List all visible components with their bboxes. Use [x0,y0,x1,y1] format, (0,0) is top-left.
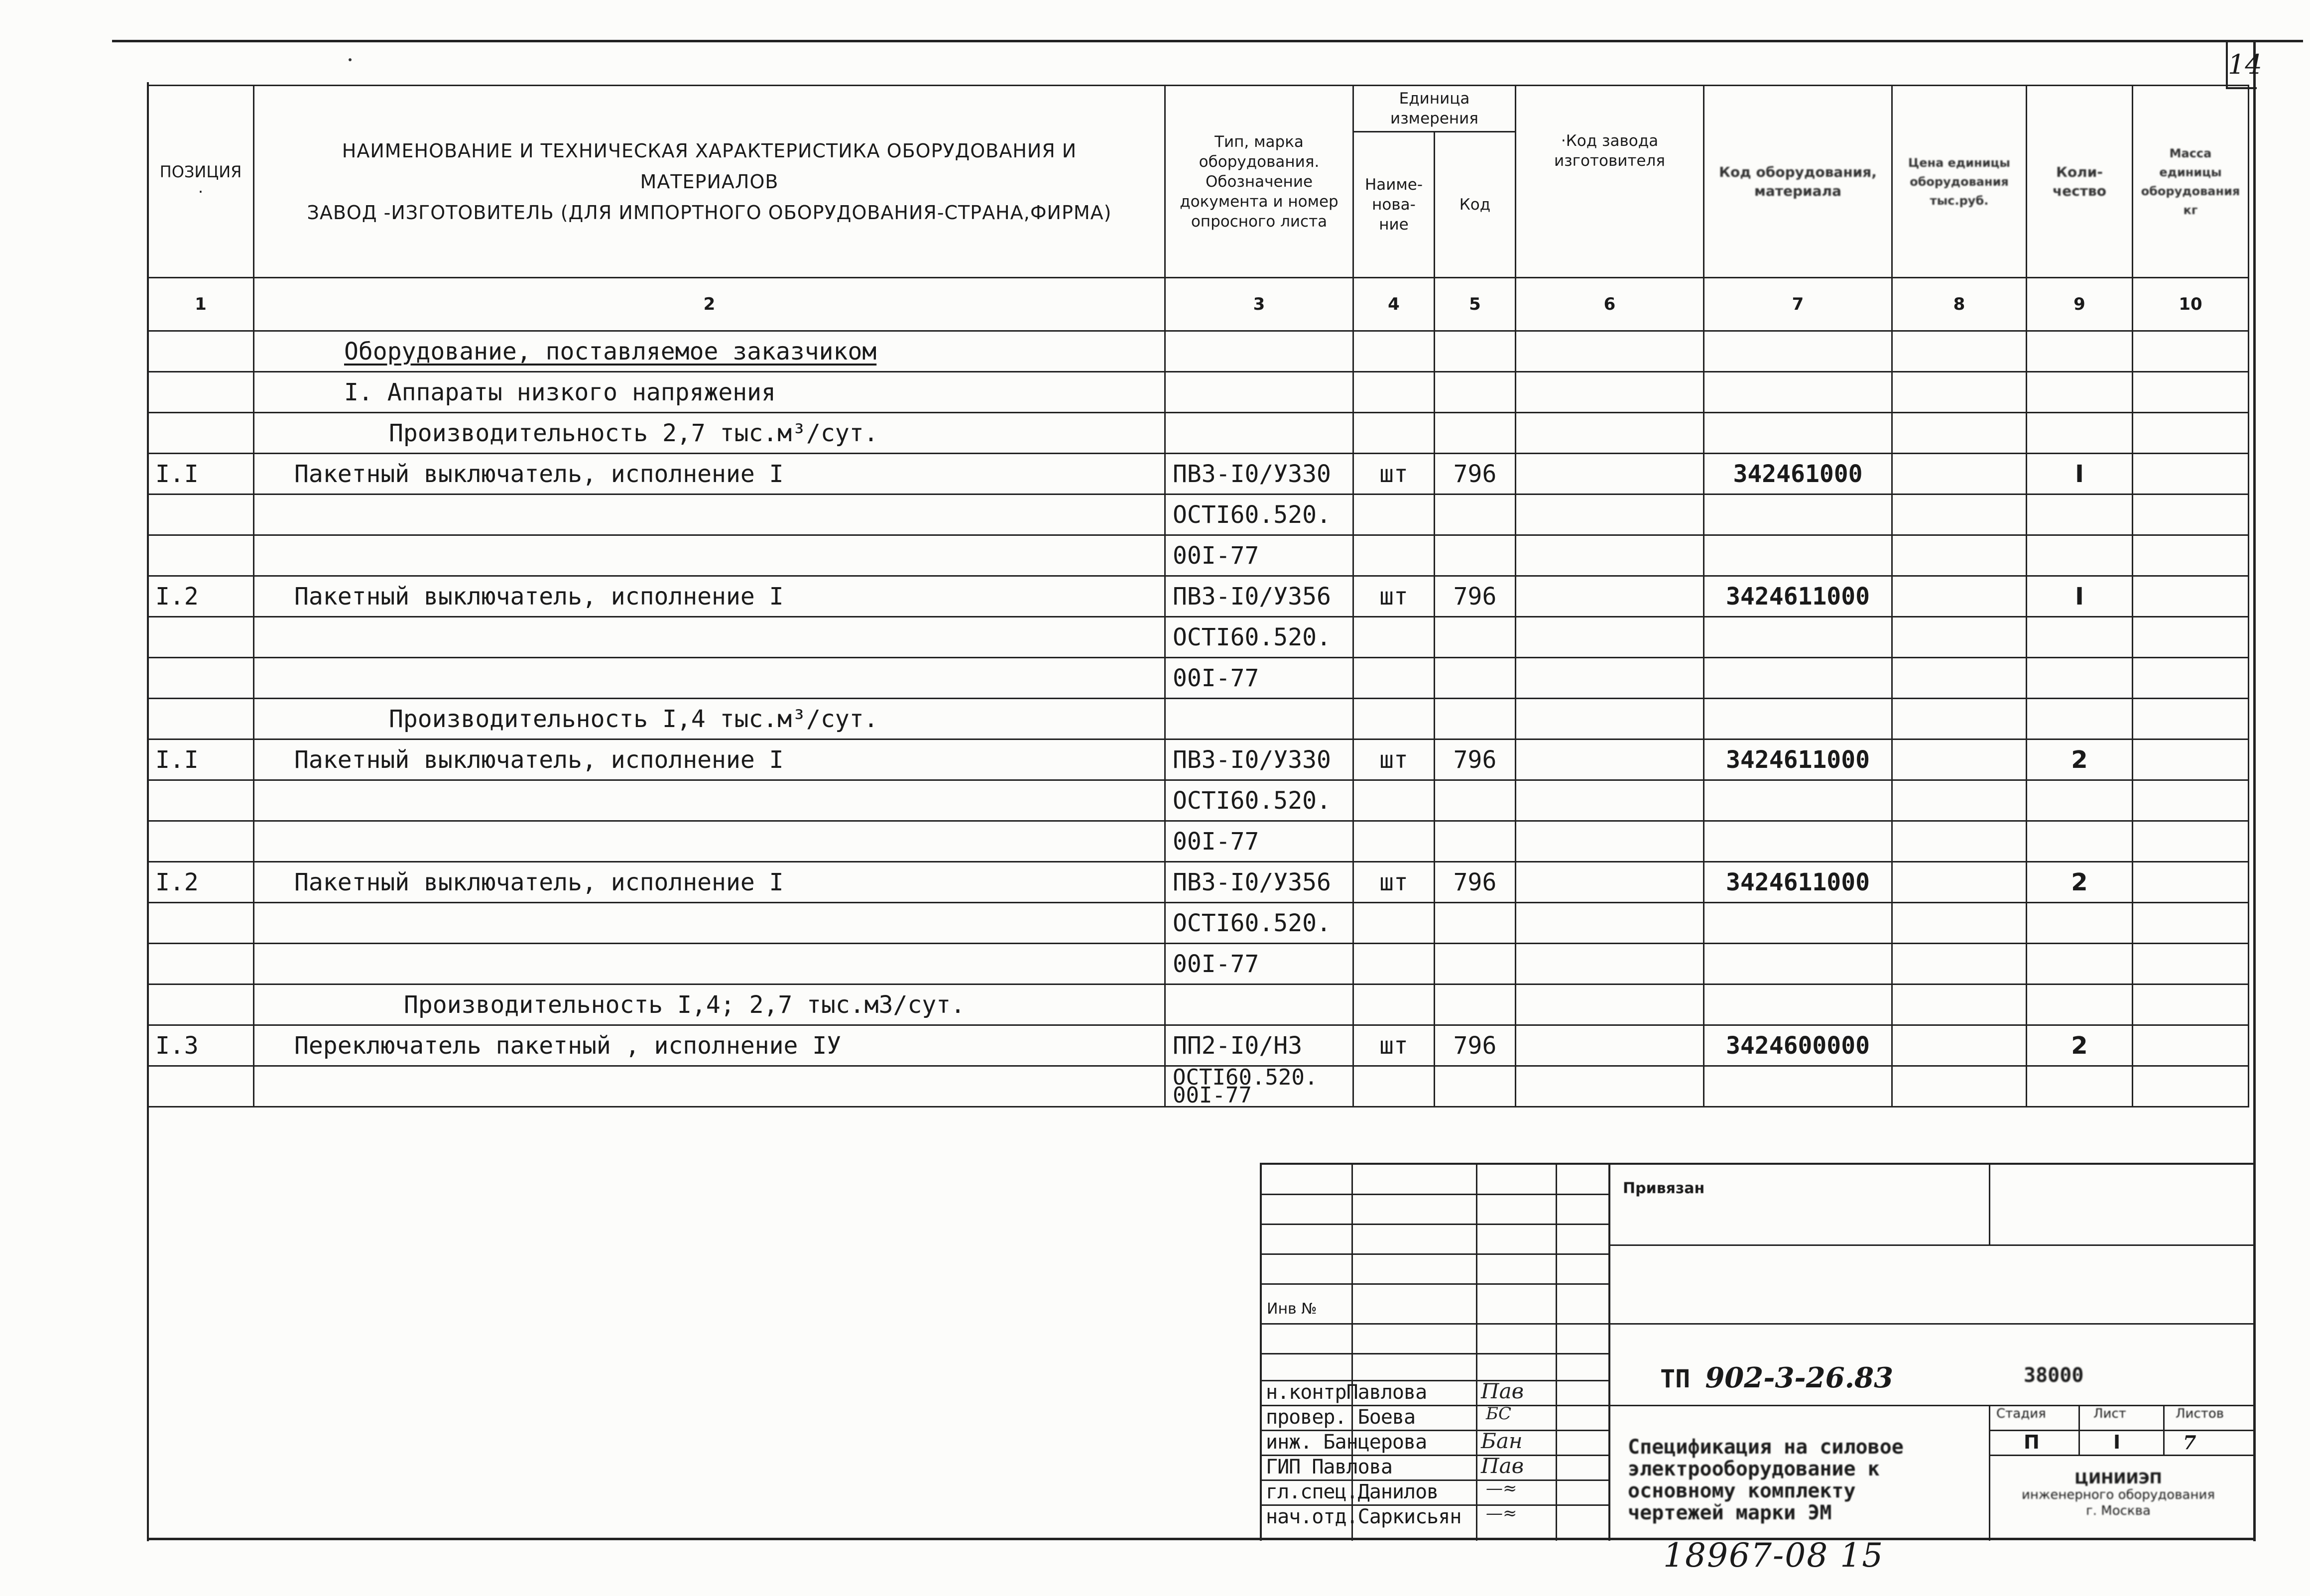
price-cell [1892,780,2027,821]
name-cell: Пакетный выключатель, исполнение I [254,576,1165,617]
document-description: Спецификация на силовое электрооборудование к основному комплекту чертежей марки ЭМ [1628,1436,1904,1524]
unit-code-cell: 796 [1435,454,1516,494]
unit-cell: шт [1353,739,1435,780]
equipment-code-cell [1704,1066,1892,1107]
stamp-code: 38000 [2024,1364,2084,1387]
price-cell [1892,617,2027,658]
unit-cell [1353,821,1435,862]
position-cell [148,984,254,1025]
quantity-cell [2027,413,2133,454]
col-number: 6 [1516,278,1704,331]
position-cell [148,617,254,658]
position-cell [148,535,254,576]
unit-code-cell [1435,494,1516,535]
header-name-line2: МАТЕРИАЛОВ [640,170,779,193]
col-number: 10 [2133,278,2249,331]
name-cell: Пакетный выключатель, исполнение I [254,739,1165,780]
price-cell [1892,576,2027,617]
equipment-code-cell [1704,984,1892,1025]
handwritten-signature: Бан [1481,1429,1523,1453]
unit-code-cell [1435,331,1516,372]
header-unit-price: Цена единицы оборудования тыс.руб. [1892,86,2027,278]
position-cell: I.2 [148,576,254,617]
quantity-cell [2027,821,2133,862]
unit-code-cell: 796 [1435,1025,1516,1066]
unit-code-cell [1435,903,1516,944]
price-cell [1892,739,2027,780]
equipment-code-cell: 3424611000 [1704,576,1892,617]
price-cell [1892,821,2027,862]
position-cell: I.2 [148,862,254,903]
position-cell [148,699,254,739]
mass-cell [2133,372,2249,413]
price-cell [1892,944,2027,984]
type-cell: ПВЗ-I0/У330 [1165,454,1353,494]
handwritten-signature: БС [1486,1404,1511,1424]
position-cell [148,903,254,944]
name-cell: Пакетный выключатель, исполнение I [254,454,1165,494]
unit-code-cell: 796 [1435,862,1516,903]
mass-cell [2133,658,2249,699]
unit-cell [1353,658,1435,699]
header-type: Тип, марка оборудования. Обозначение документа и номер опросного листа [1165,86,1353,278]
unit-code-cell [1435,372,1516,413]
equipment-code-cell [1704,535,1892,576]
equipment-code-cell [1704,617,1892,658]
type-cell [1165,984,1353,1025]
name-cell: Производительность I,4; 2,7 тыс.м3/сут. [254,984,1165,1025]
header-row [148,86,2249,132]
unit-cell: шт [1353,576,1435,617]
position-cell: I.3 [148,1025,254,1066]
factory-code-cell [1516,903,1704,944]
sheets-value: 7 [2183,1431,2196,1454]
mass-cell [2133,780,2249,821]
archive-number: 18967-08 15 [1663,1536,1884,1575]
position-cell [148,372,254,413]
factory-code-cell [1516,372,1704,413]
price-cell [1892,413,2027,454]
header-equipment-code: Код оборудования, материала [1704,86,1892,278]
mass-cell [2133,903,2249,944]
handwritten-signature: Пав [1481,1379,1524,1403]
factory-code-cell [1516,780,1704,821]
unit-cell: шт [1353,454,1435,494]
equipment-code-cell [1704,780,1892,821]
type-cell [1165,699,1353,739]
quantity-cell: 2 [2027,1025,2133,1066]
price-cell [1892,331,2027,372]
equipment-code-cell [1704,944,1892,984]
signature-grid [1260,1163,1610,1541]
position-cell [148,780,254,821]
unit-cell [1353,372,1435,413]
quantity-cell [2027,535,2133,576]
signature-row: н.контрПавлова [1266,1381,1427,1404]
inventory-label: Инв № [1267,1300,1317,1318]
stage-label: Стадия [1996,1406,2046,1421]
header-name-line1: НАИМЕНОВАНИЕ И ТЕХНИЧЕСКАЯ ХАРАКТЕРИСТИКА ОБОРУДОВАНИЯ И [342,139,1077,162]
equipment-code-cell [1704,331,1892,372]
quantity-cell: 2 [2027,739,2133,780]
type-cell: ОСТI60.520. [1165,617,1353,658]
col-number: 3 [1165,278,1353,331]
unit-cell: шт [1353,862,1435,903]
price-cell [1892,1066,2027,1107]
equipment-code-cell: 3424600000 [1704,1025,1892,1066]
factory-code-cell [1516,658,1704,699]
unit-cell [1353,535,1435,576]
quantity-cell [2027,331,2133,372]
title-block [1260,1163,2253,1539]
table-row [148,658,2249,699]
position-cell [148,1066,254,1107]
type-cell: ОСТI60.520. [1165,903,1353,944]
mass-cell [2133,739,2249,780]
equipment-code-cell: 3424611000 [1704,739,1892,780]
specification-body [148,331,2249,1107]
mass-cell [2133,862,2249,903]
signature-row: провер. Боева [1266,1406,1416,1429]
price-cell [1892,658,2027,699]
name-cell: Переключатель пакетный , исполнение IУ [254,1025,1165,1066]
col-number: 1 [148,278,254,331]
equipment-code-cell [1704,699,1892,739]
unit-code-cell [1435,821,1516,862]
quantity-cell: 2 [2027,862,2133,903]
signature-row: ГИП Павлова [1266,1456,1392,1478]
factory-code-cell [1516,576,1704,617]
table-row [148,821,2249,862]
name-cell: Оборудование, поставляемое заказчиком [254,331,1165,372]
sheet-label: Лист [2093,1406,2126,1421]
equipment-code-cell [1704,903,1892,944]
table-row [148,862,2249,903]
header-factory-code: ·Код завода изготовителя [1516,86,1704,278]
specification-table [147,85,2249,1107]
binding-label: Привязан [1623,1180,1705,1197]
position-cell [148,331,254,372]
table-row [148,1066,2249,1107]
price-cell [1892,1025,2027,1066]
unit-code-cell: 796 [1435,739,1516,780]
table-row [148,1025,2249,1066]
name-cell [254,658,1165,699]
unit-cell [1353,944,1435,984]
mass-cell [2133,535,2249,576]
factory-code-cell [1516,413,1704,454]
factory-code-cell [1516,1066,1704,1107]
position-cell [148,944,254,984]
quantity-cell [2027,1066,2133,1107]
unit-cell [1353,494,1435,535]
mass-cell [2133,331,2249,372]
type-cell: 00I-77 [1165,658,1353,699]
factory-code-cell [1516,494,1704,535]
type-cell: ПП2-I0/Н3 [1165,1025,1353,1066]
name-cell: Производительность 2,7 тыс.м³/сут. [254,413,1165,454]
type-cell: 00I-77 [1165,944,1353,984]
unit-cell [1353,617,1435,658]
header-unit-code: Код [1435,132,1516,278]
unit-code-cell [1435,658,1516,699]
position-cell: I.I [148,739,254,780]
header-quantity: Коли-чество [2027,86,2133,278]
equipment-code-cell [1704,413,1892,454]
table-row [148,617,2249,658]
factory-code-cell [1516,454,1704,494]
col-number: 9 [2027,278,2133,331]
type-cell: 00I-77 [1165,821,1353,862]
quantity-cell [2027,780,2133,821]
signature-row: нач.отд.Саркисьян [1266,1505,1461,1528]
factory-code-cell [1516,617,1704,658]
quantity-cell [2027,494,2133,535]
quantity-cell [2027,944,2133,984]
sheets-label: Листов [2176,1406,2224,1421]
table-row [148,372,2249,413]
mass-cell [2133,821,2249,862]
quantity-cell: I [2027,454,2133,494]
signature-row: гл.спец.Данилов [1266,1480,1439,1503]
table-row [148,535,2249,576]
equipment-code-cell [1704,372,1892,413]
type-cell: ОСТI60.520. 00I-77 [1165,1066,1353,1107]
header-name-line3: ЗАВОД -ИЗГОТОВИТЕЛЬ (ДЛЯ ИМПОРТНОГО ОБОРУДОВАНИЯ-СТРАНА,ФИРМА) [307,201,1112,224]
price-cell [1892,494,2027,535]
factory-code-cell [1516,535,1704,576]
factory-code-cell [1516,821,1704,862]
col-number: 5 [1435,278,1516,331]
equipment-code-cell [1704,658,1892,699]
mass-cell [2133,413,2249,454]
stage-value: П [2024,1431,2040,1453]
price-cell [1892,903,2027,944]
name-cell: Производительность I,4 тыс.м³/сут. [254,699,1165,739]
position-cell: I.I [148,454,254,494]
table-row [148,413,2249,454]
table-row [148,944,2249,984]
type-cell [1165,413,1353,454]
type-cell: 00I-77 [1165,535,1353,576]
quantity-cell [2027,658,2133,699]
unit-cell [1353,331,1435,372]
document-code: ТП 902-3-26.83 [1660,1361,1894,1394]
name-cell [254,494,1165,535]
table-row [148,454,2249,494]
factory-code-cell [1516,739,1704,780]
price-cell [1892,862,2027,903]
mass-cell [2133,944,2249,984]
quantity-cell [2027,699,2133,739]
unit-cell [1353,780,1435,821]
position-cell [148,494,254,535]
type-cell [1165,331,1353,372]
unit-code-cell: 796 [1435,576,1516,617]
quantity-cell [2027,903,2133,944]
name-cell: Пакетный выключатель, исполнение I [254,862,1165,903]
equipment-code-cell [1704,821,1892,862]
header-position: ПОЗИЦИЯ · [148,86,254,278]
name-cell [254,944,1165,984]
price-cell [1892,372,2027,413]
header-name [254,86,1165,278]
factory-code-cell [1516,699,1704,739]
speck [349,58,352,61]
table-row [148,903,2249,944]
position-cell [148,413,254,454]
type-cell: ОСТI60.520. [1165,780,1353,821]
name-cell [254,535,1165,576]
page-number: 14 [2226,42,2257,89]
mass-cell [2133,984,2249,1025]
unit-code-cell [1435,1066,1516,1107]
unit-code-cell [1435,535,1516,576]
mass-cell [2133,454,2249,494]
table-row [148,331,2249,372]
title-block-main [1608,1163,2255,1541]
name-cell [254,903,1165,944]
price-cell [1892,535,2027,576]
sheet-value: I [2113,1431,2121,1453]
handwritten-signature: —≈ [1486,1478,1517,1498]
quantity-cell: I [2027,576,2133,617]
table-row [148,780,2249,821]
unit-cell: шт [1353,1025,1435,1066]
equipment-code-cell [1704,494,1892,535]
unit-code-cell [1435,780,1516,821]
col-number: 4 [1353,278,1435,331]
table-row [148,699,2249,739]
quantity-cell [2027,984,2133,1025]
col-number: 2 [254,278,1165,331]
table-row [148,739,2249,780]
col-number: 7 [1704,278,1892,331]
factory-code-cell [1516,331,1704,372]
factory-code-cell [1516,862,1704,903]
column-numbers-row [148,278,2249,331]
unit-code-cell [1435,984,1516,1025]
type-cell: ПВЗ-I0/У356 [1165,576,1353,617]
type-cell: ПВЗ-I0/У356 [1165,862,1353,903]
position-cell [148,658,254,699]
handwritten-signature: Пав [1481,1454,1524,1478]
mass-cell [2133,576,2249,617]
unit-cell [1353,984,1435,1025]
frame-top-border [112,40,2303,42]
equipment-code-cell: 342461000 [1704,454,1892,494]
table-row [148,494,2249,535]
equipment-code-cell: 3424611000 [1704,862,1892,903]
factory-code-cell [1516,944,1704,984]
unit-cell [1353,699,1435,739]
factory-code-cell [1516,984,1704,1025]
price-cell [1892,699,2027,739]
name-cell [254,1066,1165,1107]
mass-cell [2133,699,2249,739]
mass-cell [2133,617,2249,658]
unit-code-cell [1435,413,1516,454]
col-number: 8 [1892,278,2027,331]
unit-cell [1353,1066,1435,1107]
unit-cell [1353,413,1435,454]
name-cell [254,821,1165,862]
name-cell [254,780,1165,821]
unit-code-cell [1435,617,1516,658]
table-row [148,576,2249,617]
header-unit-mass: Масса единицы оборудования кг [2133,86,2249,278]
mass-cell [2133,494,2249,535]
factory-code-cell [1516,1025,1704,1066]
name-cell: I. Аппараты низкого напряжения [254,372,1165,413]
table-row [148,984,2249,1025]
signature-row: инж. Банцерова [1266,1431,1427,1454]
type-cell: ОСТI60.520. [1165,494,1353,535]
type-cell: ПВЗ-I0/У330 [1165,739,1353,780]
quantity-cell [2027,617,2133,658]
name-cell [254,617,1165,658]
handwritten-signature: —≈ [1486,1503,1517,1523]
mass-cell [2133,1066,2249,1107]
mass-cell [2133,1025,2249,1066]
unit-cell [1353,903,1435,944]
organization: ЦИНИИЭП инженерного оборудования г. Москва [2022,1470,2215,1518]
header-unit-name: Наиме-нова-ние [1353,132,1435,278]
price-cell [1892,984,2027,1025]
unit-code-cell [1435,699,1516,739]
unit-code-cell [1435,944,1516,984]
header-unit: Единица измерения [1353,86,1516,132]
position-cell [148,821,254,862]
price-cell [1892,454,2027,494]
quantity-cell [2027,372,2133,413]
type-cell [1165,372,1353,413]
